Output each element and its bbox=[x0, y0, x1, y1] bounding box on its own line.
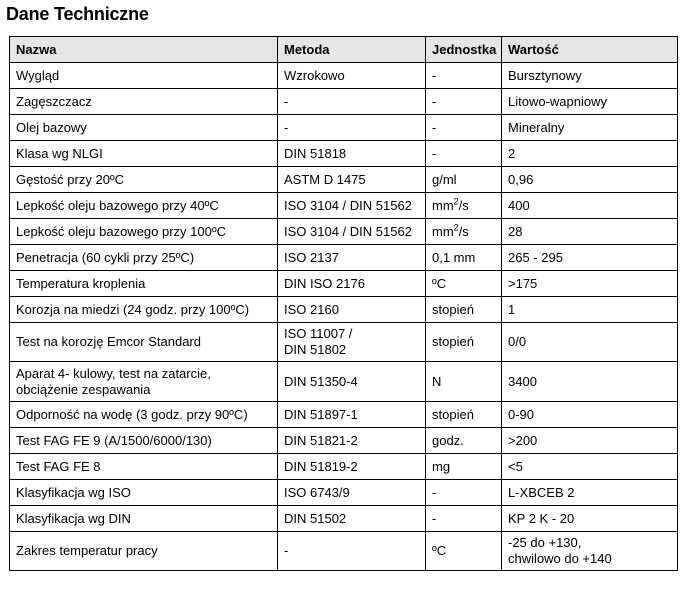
page-title: Dane Techniczne bbox=[6, 4, 149, 24]
unit-base: mm bbox=[432, 223, 454, 239]
cell-name: Odporność na wodę (3 godz. przy 90ºC) bbox=[10, 402, 278, 428]
header-name: Nazwa bbox=[10, 37, 278, 63]
cell-value: KP 2 K - 20 bbox=[502, 506, 678, 532]
header-value: Wartość bbox=[502, 37, 678, 63]
cell-name: Zakres temperatur pracy bbox=[10, 532, 278, 571]
name-line: Aparat 4- kulowy, test na zatarcie, bbox=[16, 365, 211, 381]
cell-unit: ºC bbox=[426, 271, 502, 297]
cell-unit: - bbox=[426, 115, 502, 141]
header-unit: Jednostka bbox=[426, 37, 502, 63]
cell-name: Wygląd bbox=[10, 63, 278, 89]
table-row bbox=[10, 115, 678, 141]
cell-unit: stopień bbox=[426, 297, 502, 323]
table-row bbox=[10, 506, 678, 532]
method-line: ISO 11007 / bbox=[284, 326, 353, 341]
cell-name: Test FAG FE 9 (A/1500/6000/130) bbox=[10, 428, 278, 454]
cell-unit: - bbox=[426, 63, 502, 89]
cell-unit: stopień bbox=[426, 402, 502, 428]
cell-name: Lepkość oleju bazowego przy 40ºC bbox=[10, 193, 278, 219]
cell-value: 3400 bbox=[502, 362, 678, 402]
unit-superscript: 2 bbox=[453, 222, 459, 233]
table-row bbox=[10, 428, 678, 454]
cell-name: Klasyfikacja wg ISO bbox=[10, 480, 278, 506]
unit-tail: /s bbox=[458, 197, 469, 213]
cell-value: 0-90 bbox=[502, 402, 678, 428]
cell-method bbox=[278, 323, 426, 362]
table-row bbox=[10, 297, 678, 323]
cell-value: 28 bbox=[502, 219, 678, 245]
cell-method: DIN 51502 bbox=[278, 506, 426, 532]
cell-value: L-XBCEB 2 bbox=[502, 480, 678, 506]
cell-method: ISO 2160 bbox=[278, 297, 426, 323]
table-row bbox=[10, 480, 678, 506]
cell-unit: mg bbox=[426, 454, 502, 480]
cell-name: Test na korozję Emcor Standard bbox=[10, 323, 278, 362]
cell-method: DIN 51818 bbox=[278, 141, 426, 167]
table-row bbox=[10, 323, 678, 362]
cell-value: >200 bbox=[502, 428, 678, 454]
cell-value: Mineralny bbox=[502, 115, 678, 141]
value-line: -25 do +130, bbox=[508, 535, 582, 550]
cell-name: Korozja na miedzi (24 godz. przy 100ºC) bbox=[10, 297, 278, 323]
cell-value bbox=[502, 532, 678, 571]
cell-unit: - bbox=[426, 141, 502, 167]
cell-name: Penetracja (60 cykli przy 25ºC) bbox=[10, 245, 278, 271]
cell-unit: ºC bbox=[426, 532, 502, 571]
cell-name: Klasa wg NLGI bbox=[10, 141, 278, 167]
value-line: chwilowo do +140 bbox=[508, 551, 612, 566]
cell-method: - bbox=[278, 89, 426, 115]
cell-value: >175 bbox=[502, 271, 678, 297]
cell-name: Olej bazowy bbox=[10, 115, 278, 141]
cell-name: Klasyfikacja wg DIN bbox=[10, 506, 278, 532]
cell-name bbox=[10, 362, 278, 402]
table-row bbox=[10, 167, 678, 193]
cell-unit: - bbox=[426, 506, 502, 532]
cell-unit: N bbox=[426, 362, 502, 402]
table-row bbox=[10, 402, 678, 428]
cell-method: DIN 51819-2 bbox=[278, 454, 426, 480]
cell-name: Temperatura kroplenia bbox=[10, 271, 278, 297]
cell-method: DIN 51350-4 bbox=[278, 362, 426, 402]
cell-method: Wzrokowo bbox=[278, 63, 426, 89]
cell-value: Bursztynowy bbox=[502, 63, 678, 89]
table-row bbox=[10, 271, 678, 297]
cell-value: 0/0 bbox=[502, 323, 678, 362]
cell-method: ISO 3104 / DIN 51562 bbox=[278, 193, 426, 219]
cell-name: Test FAG FE 8 bbox=[10, 454, 278, 480]
name-line: obciążenie zespawania bbox=[16, 381, 151, 397]
cell-method: ISO 6743/9 bbox=[278, 480, 426, 506]
table-row bbox=[10, 532, 678, 571]
unit-superscript: 2 bbox=[453, 196, 459, 207]
cell-method: ASTM D 1475 bbox=[278, 167, 426, 193]
table-row bbox=[10, 245, 678, 271]
unit-tail: /s bbox=[458, 223, 469, 239]
cell-unit bbox=[426, 219, 502, 245]
technical-data-table bbox=[9, 36, 678, 571]
cell-unit: - bbox=[426, 89, 502, 115]
cell-name: Zagęszczacz bbox=[10, 89, 278, 115]
table-row bbox=[10, 454, 678, 480]
table-header-row bbox=[10, 37, 678, 63]
cell-name: Gęstość przy 20ºC bbox=[10, 167, 278, 193]
cell-unit: 0,1 mm bbox=[426, 245, 502, 271]
header-method: Metoda bbox=[278, 37, 426, 63]
table-row bbox=[10, 141, 678, 167]
table-row bbox=[10, 193, 678, 219]
cell-method: - bbox=[278, 115, 426, 141]
cell-unit: stopień bbox=[426, 323, 502, 362]
cell-method: DIN 51897-1 bbox=[278, 402, 426, 428]
table-row bbox=[10, 362, 678, 402]
table-row bbox=[10, 219, 678, 245]
cell-unit: - bbox=[426, 480, 502, 506]
unit-base: mm bbox=[432, 197, 454, 213]
cell-method: ISO 2137 bbox=[278, 245, 426, 271]
table-row bbox=[10, 63, 678, 89]
method-line: DIN 51802 bbox=[284, 342, 347, 357]
cell-unit bbox=[426, 193, 502, 219]
cell-method: DIN ISO 2176 bbox=[278, 271, 426, 297]
cell-value: 265 - 295 bbox=[502, 245, 678, 271]
cell-name: Lepkość oleju bazowego przy 100ºC bbox=[10, 219, 278, 245]
cell-value: 400 bbox=[502, 193, 678, 219]
cell-value: 0,96 bbox=[502, 167, 678, 193]
cell-unit: g/ml bbox=[426, 167, 502, 193]
cell-method: - bbox=[278, 532, 426, 571]
cell-value: Litowo-wapniowy bbox=[502, 89, 678, 115]
cell-value: <5 bbox=[502, 454, 678, 480]
cell-unit: godz. bbox=[426, 428, 502, 454]
cell-method: DIN 51821-2 bbox=[278, 428, 426, 454]
cell-value: 2 bbox=[502, 141, 678, 167]
cell-value: 1 bbox=[502, 297, 678, 323]
table-row bbox=[10, 89, 678, 115]
cell-method: ISO 3104 / DIN 51562 bbox=[278, 219, 426, 245]
